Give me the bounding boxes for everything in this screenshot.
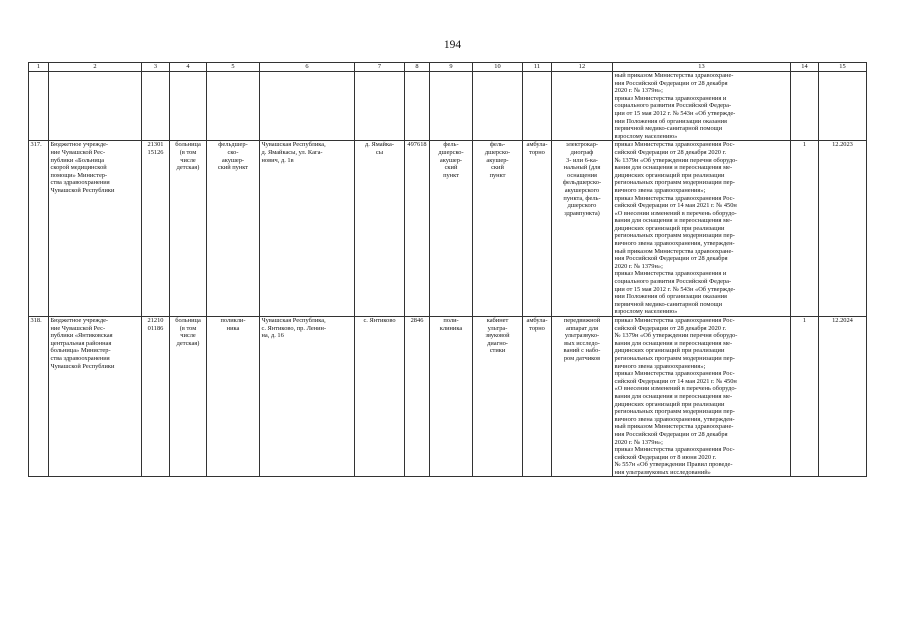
text-line: торно bbox=[529, 324, 545, 332]
population-cell: 2846 bbox=[405, 317, 430, 477]
text-line: Чувашская Республика, bbox=[261, 141, 326, 149]
text-line: ции от 15 мая 2012 г. № 543н «Об утвержде- bbox=[614, 285, 736, 293]
text-line: «О внесении изменений в перечень оборудо- bbox=[614, 209, 737, 217]
text-line: больница bbox=[175, 141, 201, 149]
text-line: Чувашской Республики bbox=[50, 186, 115, 194]
text-line: ваний с набо- bbox=[563, 347, 601, 355]
text-line: взрослому населению» bbox=[614, 308, 678, 316]
text-line: первичной медико-санитарной помощи bbox=[614, 125, 723, 133]
text-line: детская) bbox=[176, 164, 200, 172]
text-line: клиника bbox=[439, 324, 463, 332]
text-line: вичного звена здравоохранения»; bbox=[614, 362, 706, 370]
text-line: 01186 bbox=[147, 324, 164, 332]
header-cell: 4 bbox=[170, 63, 207, 72]
settlement-cell bbox=[355, 317, 405, 477]
text-line: вания для оснащения и переоснащения ме- bbox=[614, 392, 733, 400]
address-cell bbox=[260, 141, 355, 317]
header-cell: 12 bbox=[552, 63, 613, 72]
subdivision-cell bbox=[207, 141, 260, 317]
text-line: ром датчиков bbox=[563, 354, 601, 362]
text-line: вания для оснащения и переоснащения ме- bbox=[614, 164, 733, 172]
text-line: больница bbox=[175, 317, 201, 324]
text-line: ния Российской Федерации от 28 декабря bbox=[614, 255, 728, 263]
text-line: ский пункт bbox=[217, 164, 249, 172]
text-line: публики «Янтиковская bbox=[50, 332, 113, 340]
table-row bbox=[29, 141, 867, 317]
row-number: 318. bbox=[29, 317, 49, 477]
quantity-cell: 1 bbox=[791, 317, 819, 477]
text-line: ный приказом Министерства здравоохране- bbox=[614, 72, 734, 79]
page-number: 194 bbox=[443, 39, 462, 51]
legal-basis-cell bbox=[613, 317, 791, 477]
date-cell: 12.2024 bbox=[819, 317, 867, 477]
text-line: дицинских организаций при реализации bbox=[614, 224, 725, 232]
header-cell: 13 bbox=[613, 63, 791, 72]
code-cell bbox=[142, 317, 170, 477]
settlement-cell bbox=[355, 141, 405, 317]
text-line: звуковой bbox=[485, 332, 510, 340]
text-line: скорой медицинской bbox=[50, 164, 107, 172]
text-line: акушер- bbox=[221, 156, 245, 164]
text-line: дшерского bbox=[567, 202, 597, 210]
cabinet-cell bbox=[473, 141, 523, 317]
text-line: ства здравоохранения bbox=[50, 354, 110, 362]
text-line: приказ Министерства здравоохранения Рос- bbox=[614, 317, 735, 324]
text-line: акушер- bbox=[439, 156, 463, 164]
text-line: числе bbox=[180, 156, 196, 164]
text-line: Чувашская Республика, bbox=[261, 317, 326, 324]
text-line: региональных программ модернизации пер- bbox=[614, 408, 735, 416]
text-line: оснащения bbox=[567, 171, 597, 179]
equipment-table bbox=[28, 62, 867, 477]
text-line: приказ Министерства здравоохранения и bbox=[614, 270, 727, 278]
text-line: аппарат для bbox=[565, 324, 599, 332]
header-cell: 14 bbox=[791, 63, 819, 72]
text-line: сийской Федерации от 14 мая 2021 г. № 450н bbox=[614, 377, 737, 385]
date-cell: 12.2023 bbox=[819, 141, 867, 317]
text-line: пункта, фель- bbox=[563, 194, 601, 202]
text-line: вичного звена здравоохранения, утвержден- bbox=[614, 240, 735, 248]
text-line: сийской Федерации от 8 июня 2020 г. bbox=[614, 453, 717, 461]
cabinet-cell bbox=[473, 317, 523, 477]
text-line: вых исследо- bbox=[564, 339, 600, 347]
text-line: диограф bbox=[570, 148, 594, 156]
text-line: передвижной bbox=[563, 317, 601, 324]
text-line: амбула- bbox=[526, 141, 548, 149]
population-cell: 497618 bbox=[405, 141, 430, 317]
text-line: Бюджетное учрежде- bbox=[50, 141, 109, 149]
table-row bbox=[29, 317, 867, 477]
quantity-cell: 1 bbox=[791, 141, 819, 317]
text-line: ско- bbox=[227, 148, 239, 156]
code-cell bbox=[142, 141, 170, 317]
text-line: № 1379н «Об утверждении перечня оборудо- bbox=[614, 332, 738, 340]
text-line: помощи» Министер- bbox=[50, 171, 108, 179]
text-line: нальный (для bbox=[563, 164, 601, 172]
text-line: приказ Министерства здравоохранения Рос- bbox=[614, 446, 735, 454]
text-line: электрокар- bbox=[565, 141, 599, 149]
continuation-basis-cell bbox=[613, 72, 791, 141]
text-line: сы bbox=[375, 148, 384, 156]
text-line: 15126 bbox=[147, 148, 164, 156]
text-line: кабинет bbox=[486, 317, 509, 324]
text-line: д. Ямайка- bbox=[365, 141, 394, 149]
text-line: приказ Министерства здравоохранения и bbox=[614, 94, 727, 102]
text-line: ника bbox=[226, 324, 240, 332]
text-line: на, д. 16 bbox=[261, 332, 284, 340]
unit-cell bbox=[430, 317, 473, 477]
care-condition-cell bbox=[523, 141, 552, 317]
text-line: ный приказом Министерства здравоохране- bbox=[614, 423, 734, 431]
text-line: 2020 г. № 1379н»; bbox=[614, 438, 663, 446]
text-line: диагно- bbox=[487, 339, 508, 347]
header-cell: 6 bbox=[260, 63, 355, 72]
text-line: сийской Федерации от 28 декабря 2020 г. bbox=[614, 324, 727, 332]
text-line: приказ Министерства здравоохранения Рос- bbox=[614, 370, 735, 378]
text-line: ние Чувашской Рес- bbox=[50, 148, 106, 156]
header-cell: 5 bbox=[207, 63, 260, 72]
text-line: пункт bbox=[489, 171, 506, 179]
organization-cell bbox=[49, 141, 142, 317]
text-line: центральная районная bbox=[50, 339, 112, 347]
text-line: первичной медико-санитарной помощи bbox=[614, 300, 723, 308]
text-line: социального развития Российской Федера- bbox=[614, 278, 732, 286]
equipment-cell bbox=[552, 317, 613, 477]
text-line: больница» Министер- bbox=[50, 347, 111, 355]
text-line: взрослому населению» bbox=[614, 132, 678, 140]
header-cell: 9 bbox=[430, 63, 473, 72]
text-line: дшерско- bbox=[484, 148, 511, 156]
text-line: ства здравоохранения bbox=[50, 179, 110, 187]
text-line: 3- или 6-ка- bbox=[566, 156, 598, 164]
text-line: поликли- bbox=[220, 317, 246, 324]
equipment-cell bbox=[552, 141, 613, 317]
address-cell bbox=[260, 317, 355, 477]
text-line: амбула- bbox=[526, 317, 548, 324]
header-cell: 10 bbox=[473, 63, 523, 72]
text-line: ный приказом Министерства здравоохране- bbox=[614, 247, 734, 255]
text-line: стики bbox=[489, 347, 506, 355]
text-line: региональных программ модернизации пер- bbox=[614, 232, 735, 240]
header-cell: 1 bbox=[29, 63, 49, 72]
text-line: 2020 г. № 1379н»; bbox=[614, 87, 663, 95]
subdivision-cell bbox=[207, 317, 260, 477]
text-line: Бюджетное учрежде- bbox=[50, 317, 109, 324]
text-line: вания для оснащения и переоснащения ме- bbox=[614, 217, 733, 225]
text-line: нович, д. 1в bbox=[261, 156, 294, 164]
text-line: вичного звена здравоохранения»; bbox=[614, 186, 706, 194]
text-line: ции от 15 мая 2012 г. № 543н «Об утвержде- bbox=[614, 109, 736, 117]
text-line: вания для оснащения и переоснащения ме- bbox=[614, 339, 733, 347]
text-line: ский bbox=[491, 164, 504, 172]
text-line: вичного звена здравоохранения, утвержден- bbox=[614, 415, 735, 423]
text-line: ский bbox=[444, 164, 458, 172]
text-line: детская) bbox=[176, 339, 200, 347]
facility-type-cell bbox=[170, 141, 207, 317]
unit-cell bbox=[430, 141, 473, 317]
facility-type-cell bbox=[170, 317, 207, 477]
text-line: акушерского bbox=[564, 186, 600, 194]
text-line: дицинских организаций при реализации bbox=[614, 400, 725, 408]
text-line: нии Положения об организации оказания bbox=[614, 117, 727, 125]
header-cell: 7 bbox=[355, 63, 405, 72]
header-cell: 11 bbox=[523, 63, 552, 72]
text-line: торно bbox=[529, 148, 545, 156]
text-line: региональных программ модернизации пер- bbox=[614, 354, 735, 362]
legal-basis-cell bbox=[613, 141, 791, 317]
text-line: дицинских организаций при реализации bbox=[614, 171, 725, 179]
text-line: № 557н «Об утверждении Правил проведе- bbox=[614, 461, 733, 469]
text-line: ния Российской Федерации от 28 декабря bbox=[614, 79, 728, 87]
header-row bbox=[29, 63, 867, 72]
text-line: Чувашской Республики bbox=[50, 362, 115, 370]
text-line: публики «Больница bbox=[50, 156, 105, 164]
header-cell: 3 bbox=[142, 63, 170, 72]
header-cell: 15 bbox=[819, 63, 867, 72]
text-line: фельдшерско- bbox=[562, 179, 602, 187]
text-line: 21301 bbox=[147, 141, 164, 149]
care-condition-cell bbox=[523, 317, 552, 477]
text-line: ние Чувашской Рес- bbox=[50, 324, 106, 332]
row-number: 317. bbox=[29, 141, 49, 317]
text-line: (в том bbox=[179, 148, 197, 156]
text-line: числе bbox=[180, 332, 196, 340]
text-line: 2020 г. № 1379н»; bbox=[614, 262, 663, 270]
text-line: дшерско- bbox=[438, 148, 464, 156]
text-line: ультразвуко- bbox=[564, 332, 600, 340]
text-line: сийской Федерации от 28 декабря 2020 г. bbox=[614, 148, 727, 156]
text-line: региональных программ модернизации пер- bbox=[614, 179, 735, 187]
text-line: ния Российской Федерации от 28 декабря bbox=[614, 430, 728, 438]
text-line: 21210 bbox=[147, 317, 164, 324]
text-line: социального развития Российской Федера- bbox=[614, 102, 732, 110]
text-line: № 1379н «Об утверждении перечня оборудо- bbox=[614, 156, 738, 164]
text-line: сийской Федерации от 14 мая 2021 г. № 450н bbox=[614, 202, 737, 210]
text-line: здравпункта) bbox=[564, 209, 600, 217]
text-line: «О внесении изменений в перечень оборудо- bbox=[614, 385, 737, 393]
text-line: приказ Министерства здравоохранения Рос- bbox=[614, 194, 735, 202]
header-cell: 2 bbox=[49, 63, 142, 72]
continuation-row bbox=[29, 72, 867, 141]
text-line: дицинских организаций при реализации bbox=[614, 347, 725, 355]
text-line: фель- bbox=[489, 141, 506, 149]
text-line: приказ Министерства здравоохранения Рос- bbox=[614, 141, 735, 149]
text-line: акушер- bbox=[486, 156, 509, 164]
header-cell: 8 bbox=[405, 63, 430, 72]
text-line: д. Ямайкасы, ул. Кага- bbox=[261, 148, 323, 156]
text-line: ния ультразвуковых исследований» bbox=[614, 468, 711, 476]
organization-cell bbox=[49, 317, 142, 477]
text-line: ультра- bbox=[487, 324, 508, 332]
text-line: с. Янтиково bbox=[363, 317, 396, 324]
text-line: нии Положения об организации оказания bbox=[614, 293, 727, 301]
text-line: (в том bbox=[179, 324, 197, 332]
text-line: поли- bbox=[443, 317, 459, 324]
text-line: фельдшер- bbox=[218, 141, 248, 149]
text-line: фель- bbox=[443, 141, 459, 149]
text-line: пункт bbox=[443, 171, 459, 179]
text-line: с. Янтиково, пр. Ленин- bbox=[261, 324, 327, 332]
